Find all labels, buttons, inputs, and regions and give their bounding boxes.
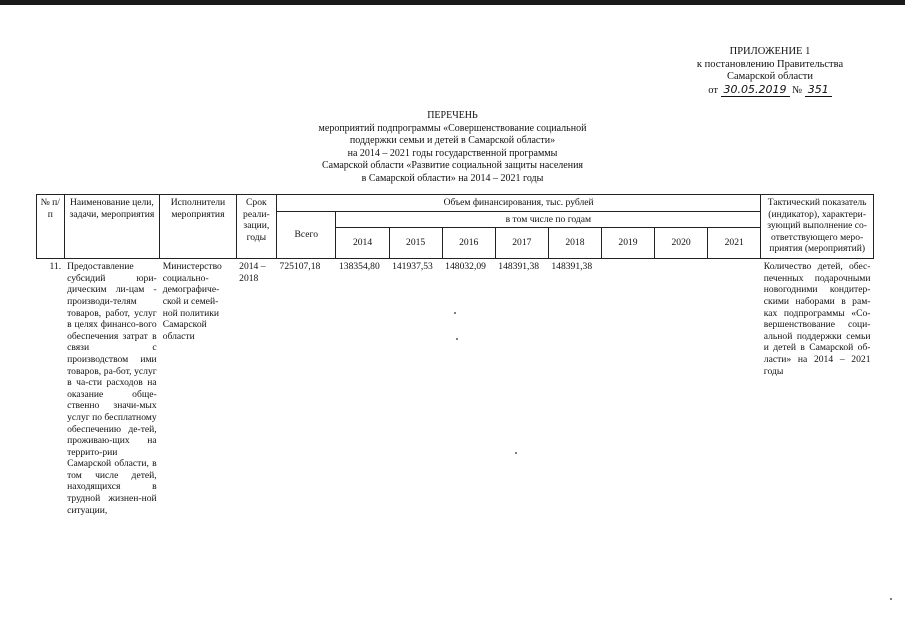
- measures-table: [36, 194, 874, 518]
- from-label: от: [708, 84, 718, 96]
- row-name: Предоставление субсидий юри-дическим ли-цам - производи-телям товаров, работ, услуг в целях финансо-вого обеспечения затрат в связи с производством ими товаров, ра-бот, услуг в ча-сти расходов на оказание обще-ственно значи-мых услуг по бесплатному обеспечению де-тей, проживаю-щих на террито-рии Самарской области, в том числе детей, находящихся в трудной жизнен-ной ситуации,: [67, 261, 157, 516]
- heading-line: на 2014 – 2021 годы государственной программы: [347, 147, 558, 159]
- row-total: 725107,18: [279, 261, 321, 273]
- scan-speck: [890, 598, 892, 600]
- appendix-block: [660, 46, 880, 97]
- row-executors: Министерство социально-демографиче-ской и семей-ной политики Самарской области: [162, 261, 222, 342]
- heading-line: в Самарской области» на 2014 – 2021 годы: [361, 172, 544, 184]
- scan-speck: [454, 312, 456, 314]
- header-year: 2018: [548, 228, 601, 259]
- appendix-line-2: Самарской области: [727, 71, 813, 82]
- row-value: 138354,80: [338, 261, 380, 273]
- heading-line: мероприятий подпрограммы «Совершенствование социальной: [318, 122, 587, 134]
- heading-title: ПЕРЕЧЕНЬ: [427, 110, 478, 121]
- row-value: [655, 259, 708, 519]
- header-funding: Объем финансирования, тыс. рублей: [277, 195, 761, 212]
- scan-speck: [456, 338, 458, 340]
- row-value: 148391,38: [551, 261, 593, 273]
- row-value: 148391,38: [498, 261, 540, 273]
- header-year: 2014: [336, 228, 389, 259]
- row-value: 148032,09: [445, 261, 486, 273]
- resolution-date-line: [660, 84, 880, 98]
- heading-line: Самарской области «Развитие социальной защиты населения: [321, 160, 584, 171]
- header-by-years: в том числе по годам: [336, 211, 761, 228]
- header-year: 2020: [655, 228, 708, 259]
- header-period: Срок реали-зации, годы: [236, 195, 276, 259]
- appendix-title: ПРИЛОЖЕНИЕ 1: [729, 46, 811, 57]
- row-value: 141937,53: [392, 261, 433, 273]
- header-num: № п/п: [37, 195, 65, 259]
- scan-top-border: [0, 0, 905, 5]
- row-value: [601, 259, 654, 519]
- header-executors: Исполнители мероприятия: [160, 195, 236, 259]
- resolution-date: 30.05.2019: [721, 83, 790, 97]
- header-year: 2017: [495, 228, 548, 259]
- header-total: Всего: [277, 211, 336, 259]
- heading-line: поддержки семьи и детей в Самарской области»: [349, 135, 556, 146]
- row-num: 11.: [49, 261, 62, 273]
- header-year: 2015: [389, 228, 442, 259]
- header-year: 2016: [442, 228, 495, 259]
- row-value: [708, 259, 761, 519]
- header-indicator: Тактический показатель (индикатор), характери-зующий выполнение со-ответствующего меро-приятия (мероприятий): [761, 195, 874, 259]
- row-period: 2014 – 2018: [239, 261, 266, 284]
- number-label: №: [792, 84, 803, 96]
- resolution-number: 351: [805, 83, 832, 97]
- document-heading: [230, 110, 675, 185]
- scan-speck: [515, 452, 517, 454]
- header-year: 2019: [601, 228, 654, 259]
- appendix-line-1: к постановлению Правительства: [696, 58, 844, 70]
- header-year: 2021: [708, 228, 761, 259]
- row-indicator: Количество детей, обес-печенных подарочными новогодними кондитер-скими наборами в рам-ках подпрограммы «Со-вершенствование соци-альной поддержки семьи и детей в Самарской об-ласти» на 2014 – 2021 годы: [763, 261, 871, 377]
- header-name: Наименование цели, задачи, мероприятия: [64, 195, 160, 259]
- table-row: [37, 259, 874, 519]
